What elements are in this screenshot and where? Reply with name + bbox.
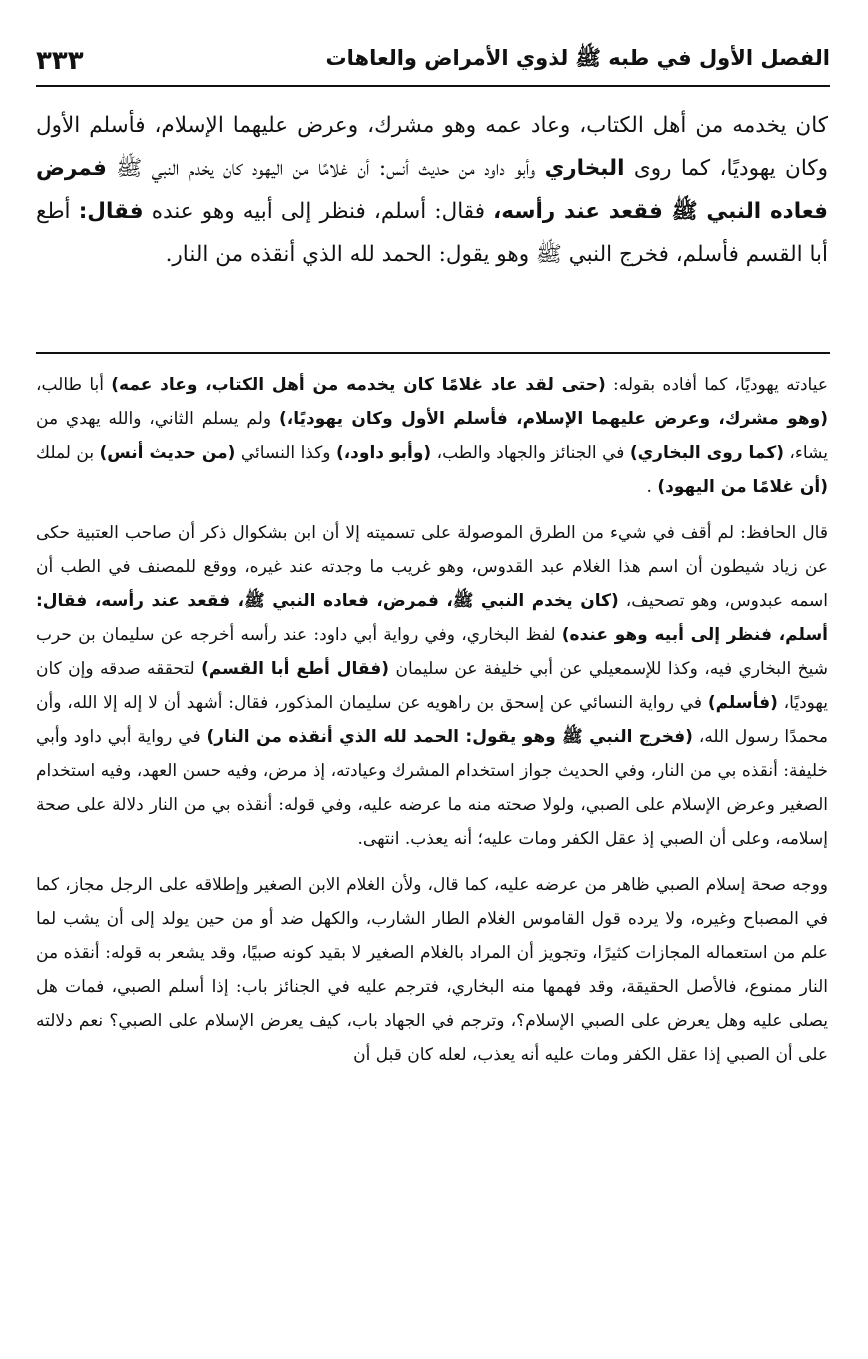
commentary-separator-rule [36, 352, 830, 354]
commentary-quote: (فخرج النبي ﷺ وهو يقول: الحمد لله الذي أنقذه من النار) [206, 727, 693, 747]
page-number: ٣٣٣ [36, 46, 84, 76]
commentary-segment: لفظ البخاري، وفي رواية أبي داود: عند رأسه أخرجه عن سليمان بن حرب شيخ البخاري فيه، وكذا للإسمعيلي عن أبي خليفة عن سليمان [36, 625, 828, 679]
page-header [36, 32, 830, 76]
commentary-segment: أبا طالب، [36, 375, 112, 395]
commentary-segment: في رواية النسائي عن إسحق بن راهويه عن سليمان المذكور، فقال: أشهد أن لا إله إلا الله، وأن محمدًا رسول الله، [36, 693, 828, 747]
commentary-segment: عيادته يهوديًا، كما أفاده بقوله: [605, 375, 829, 395]
main-paragraph [36, 104, 828, 276]
commentary-quote: (وأبو داود،) [335, 443, 432, 463]
main-segment-bold: البخاري [544, 156, 625, 181]
commentary-quote: (فقال أطع أبا القسم) [201, 659, 390, 679]
commentary-segment: قال الحافظ: لم أقف في شيء من الطرق الموصولة على تسميته إلا أن ابن بشكوال ذكر أن صاحب العتبية حكى عن زياد شيطون أن اسم هذا الغلام عبد القدوس، وهو غريب ما وجدته عند غيره، ووقع للمصنف في الطب أن اسمه عبدوس، وهو تصحيف، [36, 523, 828, 611]
main-segment: أطع أبا القسم فأسلم، فخرج النبي ﷺ وهو يقول: الحمد لله الذي أنقذه من النار. [36, 199, 828, 267]
main-segment: وأبو داود من حديث أنس: أن غلامًا من اليهود كان يخدم النبي ﷺ [106, 156, 545, 181]
commentary-quote: (كان يخدم النبي ﷺ، فمرض، فعاده النبي ﷺ، فقعد عند رأسه، فقال: أسلم، فنظر إلى أبيه وهو عنده) [36, 591, 829, 645]
header-rule [36, 85, 830, 87]
commentary-segment: بن لملك [36, 443, 100, 463]
commentary-paragraph [36, 516, 828, 856]
commentary-quote: (وهو مشرك، وعرض عليهما الإسلام، فأسلم الأول وكان يهوديًا،) [279, 409, 828, 429]
commentary-quote: (كما روى البخاري) [629, 443, 784, 463]
main-text [36, 104, 828, 276]
commentary-quote: (من حديث أنس) [99, 443, 236, 463]
commentary-segment: في رواية أبي داود وأبي خليفة: أنقذه بي من النار، وفي الحديث جواز استخدام المشرك وعيادته، إذ مرض، وفيه حسن العهد، وفيه استخدام الصغير وعرض الإسلام على الصبي، ولولا صحته منه ما عرضه عليه، وفي قوله: أنقذه بي من النار دلالة على صحة إسلامه، وعلى أن الصبي إذ عقل الكفر ومات عليه؛ أنه يعذب. انتهى. [36, 727, 828, 849]
commentary-paragraph [36, 368, 828, 504]
commentary-segment: لتحققه صدقه وإن كان يهوديًا، [36, 659, 828, 713]
commentary-quote: (فأسلم) [707, 693, 778, 713]
main-segment-bold: فمرض فعاده النبي ﷺ فقعد عند رأسه، [36, 156, 828, 224]
commentary-segment: ووجه صحة إسلام الصبي ظاهر من عرضه عليه، كما قال، ولأن الغلام الابن الصغير وإطلاقه على الرجل مجاز، كما في المصباح وغيره، ولا يرده قول القاموس الغلام الطار الشارب، والكهل ضد أو من حين يولد إلى أن يشب لما علم من استعماله المجازات كثيرًا، وتجويز أن المراد بالغلام الصغير لا بقيد كونه صبيًا، وقد يشعر به قوله: أنقذه من النار ممنوع، فالأصل الحقيقة، وقد فهمها منه البخاري، فترجم عليه في الجنائز باب: إذا أسلم الصبي، فمات هل يصلى عليه وهل يعرض على الصبي الإسلام؟، وترجم في الجهاد باب، كيف يعرض الإسلام على الصبي؟ نعم دلالته على أن الصبي إذا عقل الكفر ومات عليه أنه يعذب، لعله كان قبل أن [36, 875, 828, 1065]
main-segment: كان يخدمه من أهل الكتاب، وعاد عمه وهو مشرك، وعرض عليهما الإسلام، فأسلم الأول وكان يهوديًا، كما روى [36, 113, 828, 181]
running-title: الفصل الأول في طبه ﷺ لذوي الأمراض والعاهات [325, 46, 830, 70]
commentary-paragraph [36, 868, 828, 1072]
commentary-segment: في الجنائز والجهاد والطب، [431, 443, 630, 463]
commentary-segment: . [646, 477, 658, 497]
commentary [36, 368, 828, 1072]
main-segment-bold: فقال: [78, 199, 144, 224]
commentary-quote: (أن غلامًا من اليهود) [657, 477, 828, 497]
main-segment: فقال: أسلم، فنظر إلى أبيه وهو عنده [143, 199, 494, 224]
commentary-segment: وكذا النسائي [235, 443, 336, 463]
commentary-segment: ولم يسلم الثاني، والله يهدي من يشاء، [36, 409, 828, 463]
commentary-quote: (حتى لقد عاد غلامًا كان يخدمه من أهل الكتاب، وعاد عمه) [111, 375, 606, 395]
